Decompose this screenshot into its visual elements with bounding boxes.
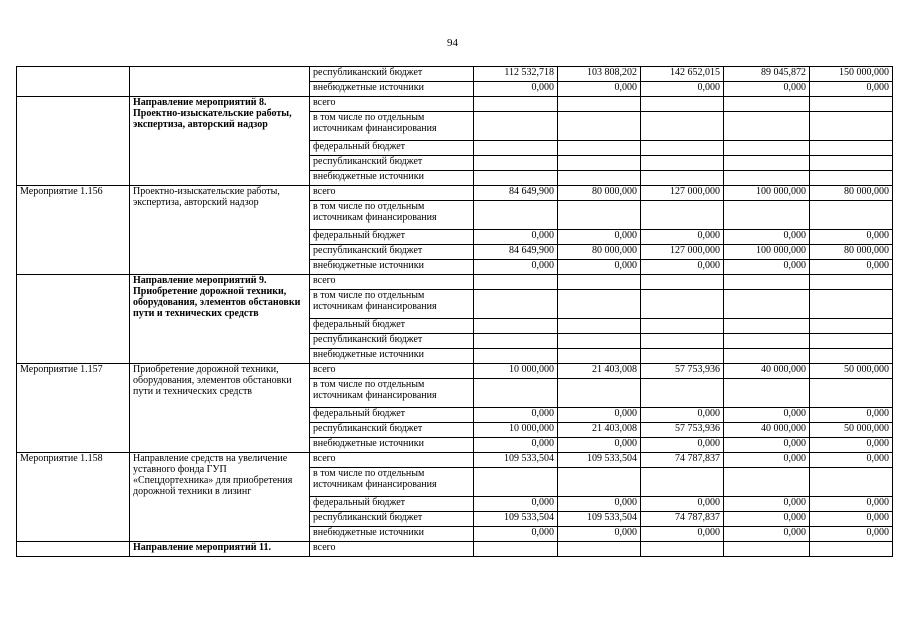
amount-cell: 0,000: [558, 527, 641, 542]
amount-cell: [810, 201, 893, 230]
amount-cell: 0,000: [810, 497, 893, 512]
amount-cell: [810, 468, 893, 497]
amount-cell: [724, 97, 810, 112]
amount-cell: [724, 141, 810, 156]
amount-cell: 74 787,837: [641, 453, 724, 468]
amount-cell: 10 000,000: [474, 364, 558, 379]
amount-cell: [474, 141, 558, 156]
amount-cell: [641, 290, 724, 319]
measure-code: [17, 542, 130, 557]
amount-cell: [810, 334, 893, 349]
amount-cell: [810, 290, 893, 319]
amount-cell: [558, 97, 641, 112]
funding-source: в том числе по отдельным источникам финансирования: [310, 379, 474, 408]
amount-cell: 80 000,000: [810, 245, 893, 260]
amount-cell: [724, 156, 810, 171]
amount-cell: 0,000: [474, 527, 558, 542]
amount-cell: [474, 97, 558, 112]
funding-source: республиканский бюджет: [310, 512, 474, 527]
amount-cell: 10 000,000: [474, 423, 558, 438]
funding-source: республиканский бюджет: [310, 423, 474, 438]
measure-code: [17, 67, 130, 97]
amount-cell: [474, 468, 558, 497]
amount-cell: [558, 468, 641, 497]
amount-cell: [724, 290, 810, 319]
amount-cell: 0,000: [810, 230, 893, 245]
amount-cell: [641, 334, 724, 349]
amount-cell: [641, 468, 724, 497]
funding-source: федеральный бюджет: [310, 497, 474, 512]
amount-cell: 109 533,504: [558, 512, 641, 527]
direction-title: Направление мероприятий 9. Приобретение дорожной техники, оборудования, элементов обстановки пути и технических средств: [130, 275, 310, 364]
measure-code: Мероприятие 1.157: [17, 364, 130, 453]
amount-cell: 0,000: [474, 260, 558, 275]
amount-cell: [641, 112, 724, 141]
amount-cell: 0,000: [558, 497, 641, 512]
amount-cell: [724, 468, 810, 497]
amount-cell: [474, 156, 558, 171]
funding-source: внебюджетные источники: [310, 260, 474, 275]
amount-cell: 0,000: [724, 512, 810, 527]
amount-cell: 0,000: [810, 260, 893, 275]
funding-source: внебюджетные источники: [310, 527, 474, 542]
amount-cell: [724, 349, 810, 364]
amount-cell: 0,000: [641, 527, 724, 542]
table-row: [17, 364, 893, 379]
amount-cell: 0,000: [558, 82, 641, 97]
amount-cell: [724, 171, 810, 186]
amount-cell: [641, 349, 724, 364]
amount-cell: [810, 349, 893, 364]
funding-source: внебюджетные источники: [310, 82, 474, 97]
amount-cell: 0,000: [724, 408, 810, 423]
amount-cell: 0,000: [474, 497, 558, 512]
amount-cell: [558, 334, 641, 349]
funding-source: республиканский бюджет: [310, 334, 474, 349]
amount-cell: [558, 201, 641, 230]
amount-cell: [724, 334, 810, 349]
amount-cell: [810, 275, 893, 290]
table-row: [17, 186, 893, 201]
amount-cell: [558, 156, 641, 171]
amount-cell: [810, 171, 893, 186]
funding-source: республиканский бюджет: [310, 156, 474, 171]
amount-cell: [641, 97, 724, 112]
amount-cell: 50 000,000: [810, 364, 893, 379]
amount-cell: 80 000,000: [558, 186, 641, 201]
amount-cell: [474, 201, 558, 230]
amount-cell: 0,000: [641, 497, 724, 512]
amount-cell: [558, 379, 641, 408]
amount-cell: [724, 319, 810, 334]
amount-cell: 0,000: [558, 438, 641, 453]
amount-cell: 0,000: [474, 82, 558, 97]
funding-source: в том числе по отдельным источникам финансирования: [310, 201, 474, 230]
amount-cell: [474, 275, 558, 290]
amount-cell: 127 000,000: [641, 186, 724, 201]
amount-cell: [810, 319, 893, 334]
amount-cell: [474, 379, 558, 408]
amount-cell: 0,000: [558, 260, 641, 275]
amount-cell: [558, 542, 641, 557]
funding-source: федеральный бюджет: [310, 230, 474, 245]
amount-cell: 0,000: [558, 408, 641, 423]
table-row: [17, 453, 893, 468]
amount-cell: 109 533,504: [558, 453, 641, 468]
funding-source: республиканский бюджет: [310, 245, 474, 260]
funding-source: всего: [310, 542, 474, 557]
amount-cell: 0,000: [724, 82, 810, 97]
amount-cell: [558, 319, 641, 334]
amount-cell: 0,000: [474, 438, 558, 453]
amount-cell: [724, 275, 810, 290]
budget-table: [16, 66, 893, 557]
direction-title: Направление мероприятий 8. Проектно-изыскательские работы, экспертиза, авторский надзор: [130, 97, 310, 186]
amount-cell: [558, 349, 641, 364]
measure-code: Мероприятие 1.156: [17, 186, 130, 275]
amount-cell: 0,000: [558, 230, 641, 245]
amount-cell: 40 000,000: [724, 364, 810, 379]
amount-cell: 0,000: [724, 497, 810, 512]
funding-source: федеральный бюджет: [310, 141, 474, 156]
amount-cell: [810, 112, 893, 141]
amount-cell: 21 403,008: [558, 423, 641, 438]
amount-cell: [641, 275, 724, 290]
amount-cell: 100 000,000: [724, 245, 810, 260]
funding-source: всего: [310, 453, 474, 468]
amount-cell: [558, 141, 641, 156]
amount-cell: 0,000: [724, 230, 810, 245]
amount-cell: 112 532,718: [474, 67, 558, 82]
amount-cell: [474, 112, 558, 141]
amount-cell: 21 403,008: [558, 364, 641, 379]
amount-cell: 0,000: [641, 230, 724, 245]
amount-cell: [810, 141, 893, 156]
amount-cell: [641, 171, 724, 186]
amount-cell: [641, 379, 724, 408]
amount-cell: [558, 275, 641, 290]
amount-cell: 80 000,000: [810, 186, 893, 201]
amount-cell: 0,000: [810, 453, 893, 468]
amount-cell: 0,000: [641, 260, 724, 275]
measure-name: Приобретение дорожной техники, оборудования, элементов обстановки пути и технических средств: [130, 364, 310, 453]
funding-source: всего: [310, 97, 474, 112]
funding-source: республиканский бюджет: [310, 67, 474, 82]
amount-cell: 80 000,000: [558, 245, 641, 260]
amount-cell: [641, 542, 724, 557]
amount-cell: [641, 156, 724, 171]
amount-cell: 109 533,504: [474, 512, 558, 527]
amount-cell: 0,000: [641, 408, 724, 423]
amount-cell: [810, 156, 893, 171]
amount-cell: 84 649,900: [474, 245, 558, 260]
amount-cell: [474, 334, 558, 349]
amount-cell: 0,000: [724, 453, 810, 468]
amount-cell: [474, 171, 558, 186]
amount-cell: [558, 290, 641, 319]
amount-cell: 100 000,000: [724, 186, 810, 201]
measure-name: [130, 67, 310, 97]
measure-name: Проектно-изыскательские работы, экспертиза, авторский надзор: [130, 186, 310, 275]
funding-source: в том числе по отдельным источникам финансирования: [310, 112, 474, 141]
amount-cell: 0,000: [810, 408, 893, 423]
amount-cell: 0,000: [641, 82, 724, 97]
funding-source: федеральный бюджет: [310, 319, 474, 334]
amount-cell: [474, 542, 558, 557]
amount-cell: [810, 379, 893, 408]
funding-source: внебюджетные источники: [310, 349, 474, 364]
funding-source: всего: [310, 364, 474, 379]
amount-cell: [724, 379, 810, 408]
amount-cell: 40 000,000: [724, 423, 810, 438]
amount-cell: 0,000: [474, 408, 558, 423]
amount-cell: 57 753,936: [641, 423, 724, 438]
amount-cell: [641, 201, 724, 230]
amount-cell: [810, 542, 893, 557]
amount-cell: 57 753,936: [641, 364, 724, 379]
amount-cell: [810, 97, 893, 112]
amount-cell: 0,000: [810, 82, 893, 97]
table-row: [17, 275, 893, 290]
funding-source: в том числе по отдельным источникам финансирования: [310, 468, 474, 497]
amount-cell: 74 787,837: [641, 512, 724, 527]
amount-cell: 103 808,202: [558, 67, 641, 82]
amount-cell: [641, 319, 724, 334]
table-row: [17, 542, 893, 557]
page-number: 94: [447, 37, 458, 49]
amount-cell: [724, 201, 810, 230]
amount-cell: 0,000: [641, 438, 724, 453]
amount-cell: [558, 171, 641, 186]
amount-cell: 0,000: [810, 527, 893, 542]
amount-cell: [474, 319, 558, 334]
amount-cell: 150 000,000: [810, 67, 893, 82]
amount-cell: 142 652,015: [641, 67, 724, 82]
funding-source: внебюджетные источники: [310, 438, 474, 453]
amount-cell: 0,000: [810, 512, 893, 527]
direction-title: Направление мероприятий 11.: [130, 542, 310, 557]
table-row: [17, 97, 893, 112]
funding-source: всего: [310, 186, 474, 201]
amount-cell: 0,000: [724, 527, 810, 542]
amount-cell: [474, 290, 558, 319]
amount-cell: [474, 349, 558, 364]
measure-code: [17, 275, 130, 364]
funding-source: всего: [310, 275, 474, 290]
amount-cell: 0,000: [474, 230, 558, 245]
amount-cell: 50 000,000: [810, 423, 893, 438]
measure-code: Мероприятие 1.158: [17, 453, 130, 542]
measure-name: Направление средств на увеличение уставного фонда ГУП «Спецдортехника» для приобретения дорожной техники в лизинг: [130, 453, 310, 542]
funding-source: в том числе по отдельным источникам финансирования: [310, 290, 474, 319]
funding-source: федеральный бюджет: [310, 408, 474, 423]
measure-code: [17, 97, 130, 186]
amount-cell: 109 533,504: [474, 453, 558, 468]
amount-cell: 0,000: [724, 438, 810, 453]
amount-cell: [724, 112, 810, 141]
funding-source: внебюджетные источники: [310, 171, 474, 186]
table-row: [17, 67, 893, 82]
amount-cell: [558, 112, 641, 141]
amount-cell: 89 045,872: [724, 67, 810, 82]
amount-cell: 0,000: [724, 260, 810, 275]
amount-cell: 127 000,000: [641, 245, 724, 260]
amount-cell: [641, 141, 724, 156]
amount-cell: 0,000: [810, 438, 893, 453]
amount-cell: [724, 542, 810, 557]
amount-cell: 84 649,900: [474, 186, 558, 201]
